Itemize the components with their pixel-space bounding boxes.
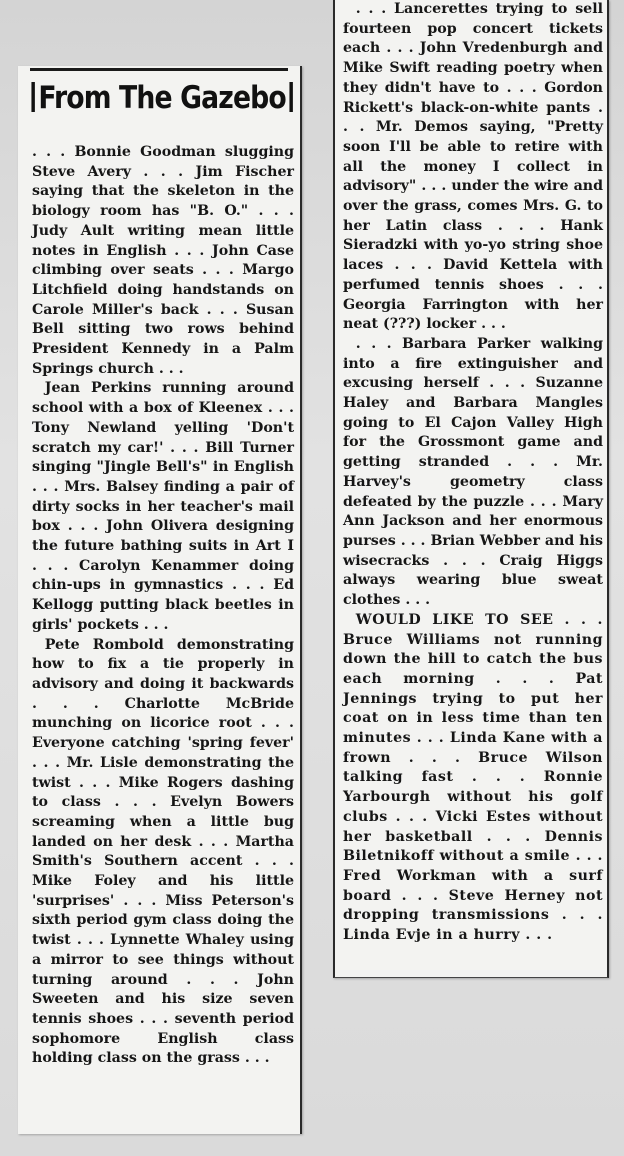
right-column-text [343, 0, 603, 946]
right-paragraph-1: . . . Lancerettes trying to sell fourteen pop concert tickets each . . . John Vredenburgh and Mike Swift reading poetry when they didn't have to . . . Gordon Rickett's black-on-white pants . . . Mr. Demos saying, "Pretty soon I'll be able to retire with all the money I collect in advisory" . . . under the wire and over the grass, comes Mrs. G. to her Latin class . . . Hank Sieradzki with yo-yo string shoe laces . . . David Kettela with perfumed tennis shoes . . . Georgia Farrington with her neat (???) locker . . . [343, 1, 603, 333]
left-paragraph-1: . . . Bonnie Goodman slugging Steve Avery . . . Jim Fischer saying that the skeleton in the biology room has "B. O." . . . Judy Ault writing mean little notes in English . . . John Case climbing over seats . . . Margo Litchfield doing handstands on Carole Miller's back . . . Susan Bell sitting two rows behind President Kennedy in a Palm Springs church . . . [32, 144, 294, 377]
left-paragraph-3: Pete Rombold demonstrating how to fix a tie properly in advisory and doing it backwards . . . Charlotte McBride munching on licorice root . . . Everyone catching 'spring fever' . . . Mr. Lisle demonstrating the twist . . . Mike Rogers dashing to class . . . Evelyn Bowers screaming when a little bug landed on her desk . . . Martha Smith's Southern accent . . . Mike Foley and his little 'surprises' . . . Miss Peterson's sixth period gym class doing the twist . . . Lynnette Whaley using a mirror to see things without turning around . . . John Sweeten and his size seven tennis shoes . . . seventh period sophomore English class holding class on the grass . . . [32, 636, 294, 1067]
headline-bar-left [31, 82, 34, 112]
left-column-text [32, 143, 294, 1069]
headline-text: From The Gazebo [38, 80, 286, 116]
clipping-right-column [333, 0, 609, 978]
headline [28, 80, 286, 116]
left-paragraph-2: Jean Perkins running around school with a box of Kleenex . . . Tony Newland yelling 'Don't scratch my car!' . . . Bill Turner singing "Jingle Bell's" in English . . . Mrs. Balsey finding a pair of dirty socks in her teacher's mail box . . . John Olivera designing the future bathing suits in Art I . . . Carolyn Kenammer doing chin-ups in gymnastics . . . Ed Kellogg putting black beetles in girls' pockets . . . [32, 380, 294, 633]
headline-rule [30, 68, 288, 71]
headline-bar-right [289, 82, 292, 112]
clipping-left-column [18, 66, 302, 1134]
right-paragraph-3: WOULD LIKE TO SEE . . . Bruce Williams not running down the hill to catch the bus each morning . . . Pat Jennings trying to put her coat on in less time than ten minutes . . . Linda Kane with a frown . . . Bruce Wilson talking fast . . . Ronnie Yarbourgh without his golf clubs . . . Vicki Estes without her basketball . . . Dennis Biletnikoff without a smile . . . Fred Workman with a surf board . . . Steve Herney not dropping transmissions . . . Linda Evje in a hurry . . . [343, 611, 603, 944]
right-paragraph-2: . . . Barbara Parker walking into a fire extinguisher and excusing herself . . . Suzanne Haley and Barbara Mangles going to El Cajon Valley High for the Grossmont game and getting stranded . . . Mr. Harvey's geometry class defeated by the puzzle . . . Mary Ann Jackson and her enormous purses . . . Brian Webber and his wisecracks . . . Craig Higgs always wearing blue sweat clothes . . . [343, 335, 603, 609]
